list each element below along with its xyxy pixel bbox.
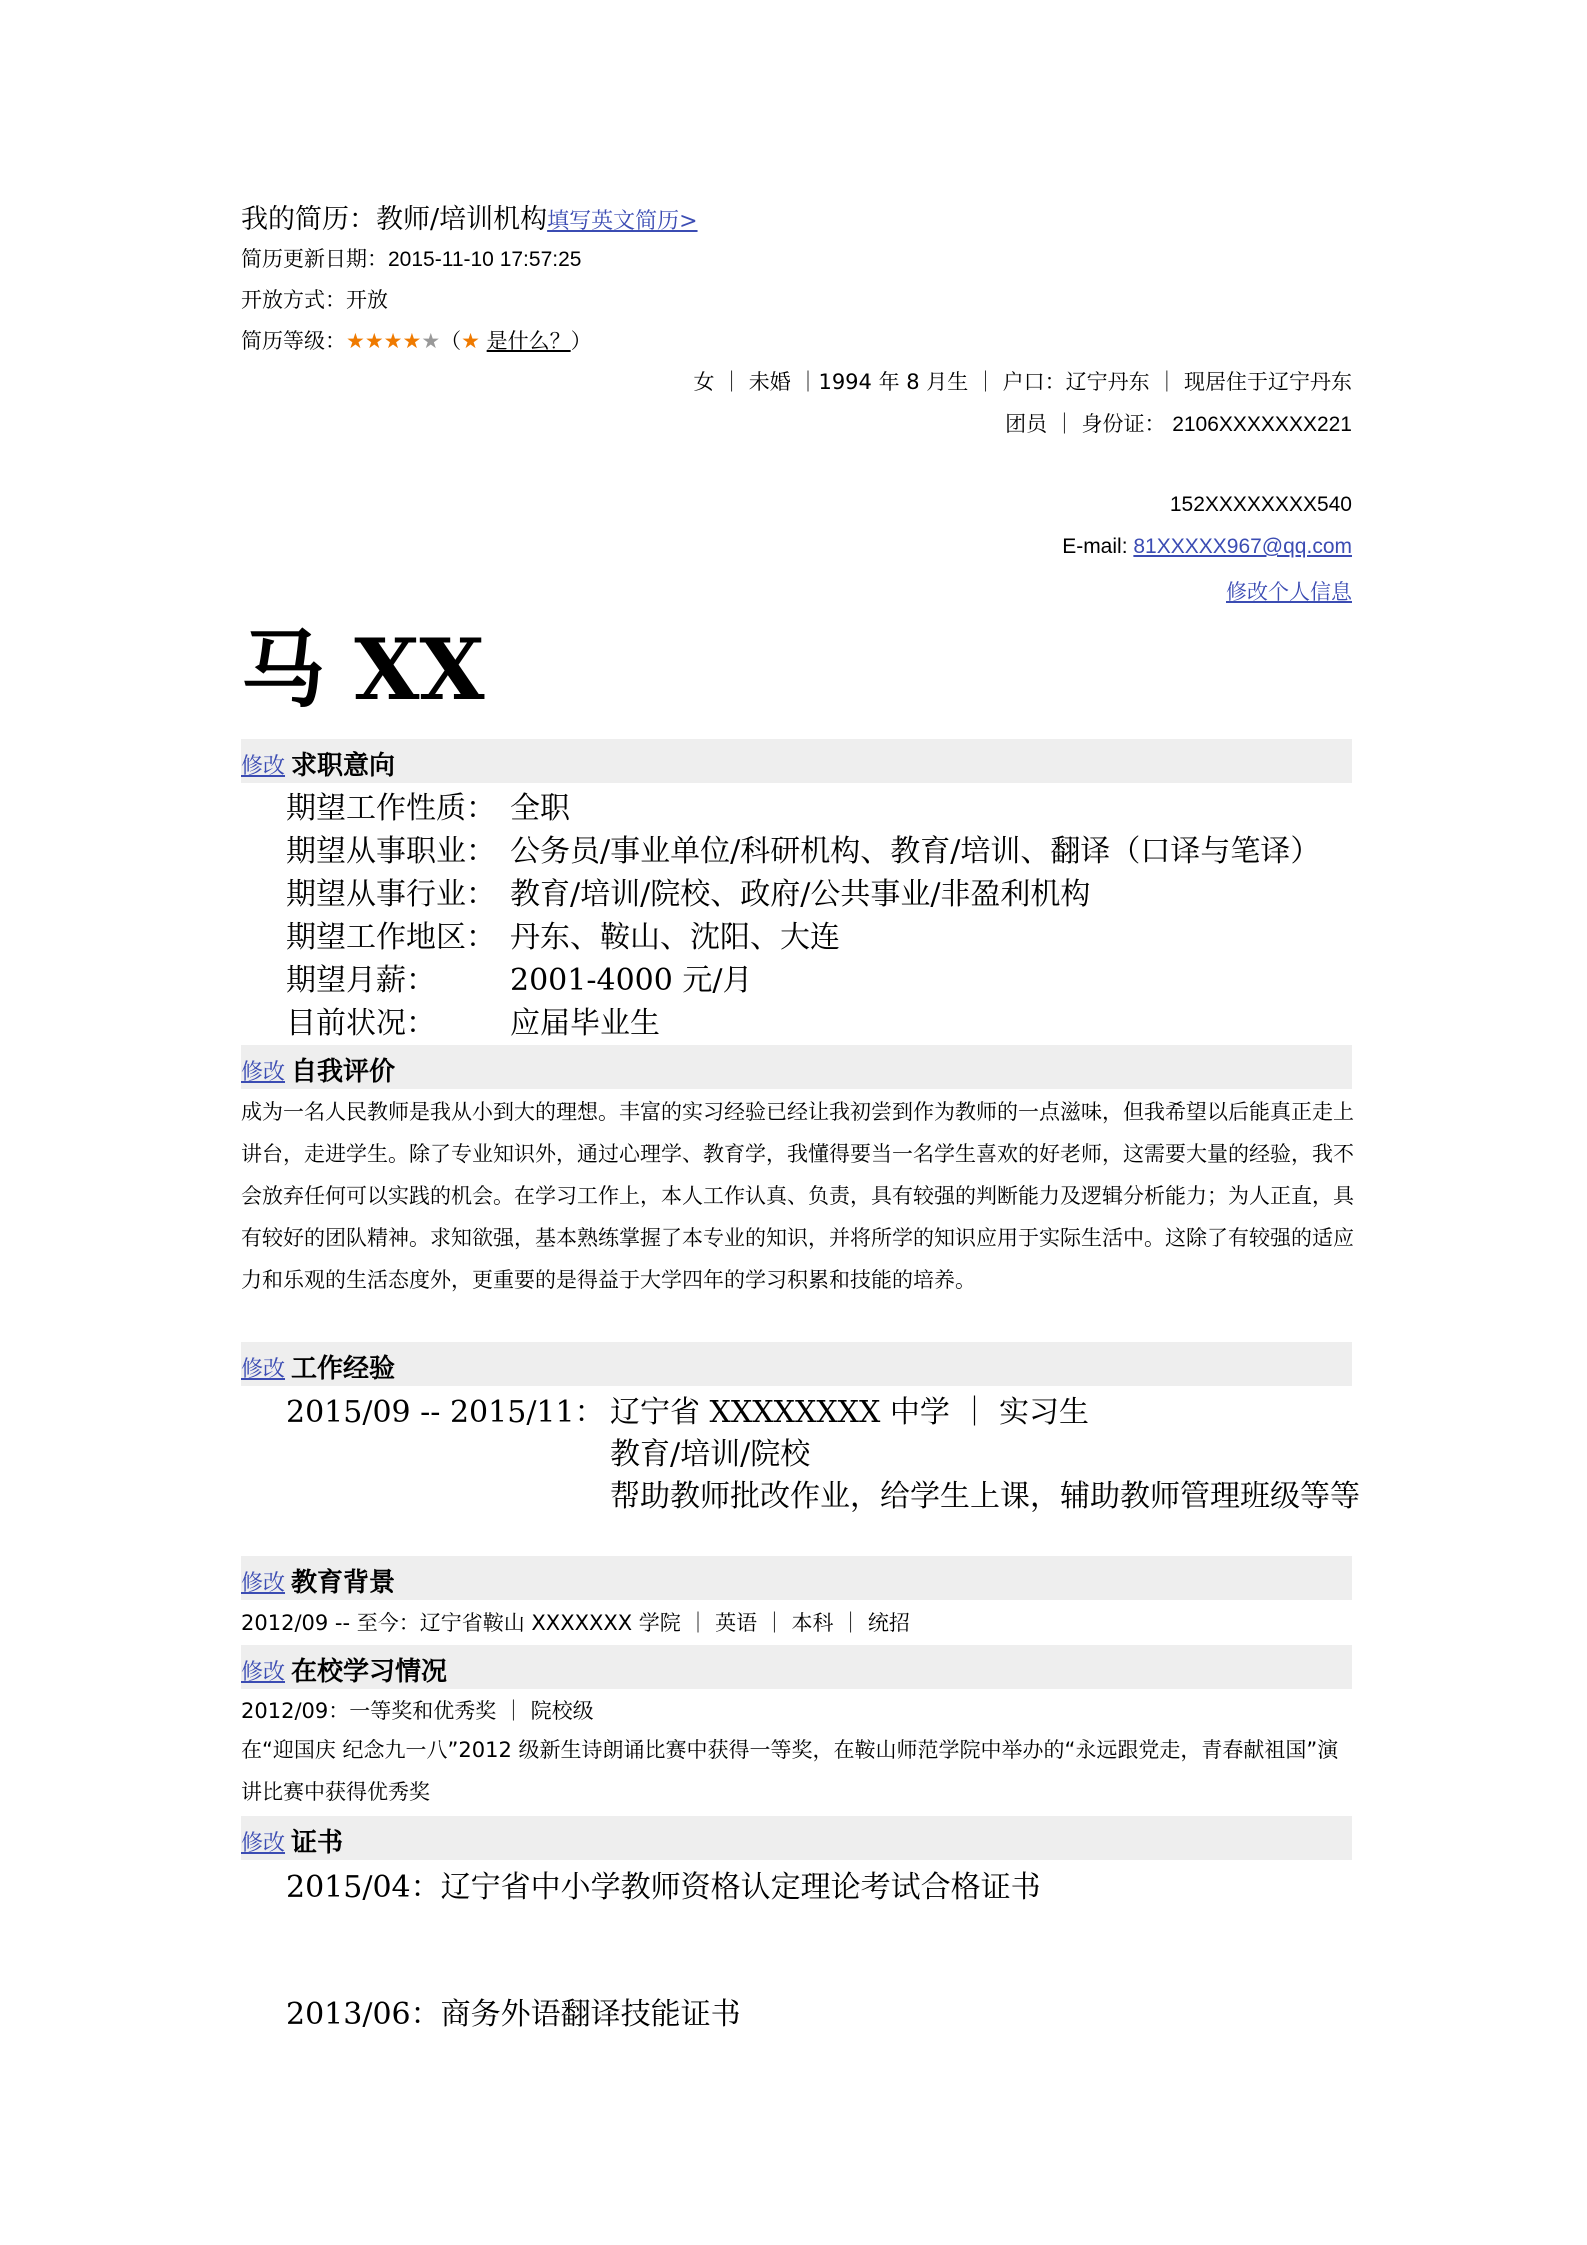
intent-label: 目前状况： xyxy=(286,1006,436,1041)
email-label: E-mail: xyxy=(1062,535,1134,558)
intent-value: 公务员/事业单位/科研机构、教育/培训、翻译（口译与笔译） xyxy=(510,834,1321,869)
section-header-school xyxy=(241,1645,1352,1689)
open-label: 开放方式： xyxy=(241,288,346,312)
school-heading: 在校学习情况 xyxy=(291,1657,448,1687)
edit-personal-info-wrap xyxy=(1226,576,1352,606)
section-header-cert xyxy=(241,1816,1352,1860)
resume-title-text: 我的简历：教师/培训机构 xyxy=(241,204,548,235)
intent-label: 期望月薪： xyxy=(286,963,436,998)
intent-label: 期望从事行业： xyxy=(286,877,496,912)
cert-item: 2015/04：辽宁省中小学教师资格认定理论考试合格证书 xyxy=(286,1870,1041,1905)
work-period: 2015/09 -- 2015/11： xyxy=(286,1395,605,1430)
grade-paren-close: ） xyxy=(570,329,592,353)
section-header-work xyxy=(241,1342,1352,1386)
intent-row xyxy=(286,955,752,999)
open-value: 开放 xyxy=(346,288,388,312)
intent-row xyxy=(286,869,1090,913)
email-link[interactable]: 81XXXXX967@qq.com xyxy=(1133,535,1352,558)
intent-value: 应届毕业生 xyxy=(510,1006,660,1041)
profile-basic-info: 女 ｜ 未婚 ｜1994 年 8 月生 ｜ 户口：辽宁丹东 ｜ 现居住于辽宁丹东 xyxy=(693,370,1352,394)
cert-heading: 证书 xyxy=(291,1828,344,1858)
intent-row xyxy=(286,998,660,1042)
grade-hint-star-icon: ★ xyxy=(461,329,480,353)
intent-value: 丹东、鞍山、沈阳、大连 xyxy=(510,920,840,955)
work-company: 辽宁省 XXXXXXXX 中学 ｜ 实习生 xyxy=(610,1395,1090,1430)
edit-self-link[interactable]: 修改 xyxy=(241,1060,286,1085)
resume-grade xyxy=(241,325,592,355)
what-is-grade-link[interactable]: 是什么？ xyxy=(486,329,571,353)
intent-label: 期望工作性质： xyxy=(286,791,496,826)
school-award-detail: 在“迎国庆 纪念九一八”2012 级新生诗朗诵比赛中获得一等奖，在鞍山师范学院中举办的“永远跟党走，青春献祖国”演讲比赛中获得优秀奖 xyxy=(241,1738,1339,1804)
edit-personal-info-link[interactable]: 修改个人信息 xyxy=(1226,580,1352,604)
edit-school-link[interactable]: 修改 xyxy=(241,1660,286,1685)
english-resume-link[interactable]: 填写英文简历> xyxy=(547,209,698,234)
email-line xyxy=(1062,535,1352,559)
work-description: 帮助教师批改作业，给学生上课，辅助教师管理班级等等 xyxy=(610,1479,1360,1514)
school-award-line: 2012/09：一等奖和优秀奖 ｜ 院校级 xyxy=(241,1699,594,1723)
intent-label: 期望工作地区： xyxy=(286,920,496,955)
id-number: 2106XXXXXXX221 xyxy=(1172,413,1352,436)
section-header-self xyxy=(241,1045,1352,1089)
update-date xyxy=(241,243,581,273)
edit-intent-link[interactable]: 修改 xyxy=(241,754,286,779)
edit-work-link[interactable]: 修改 xyxy=(241,1357,286,1382)
grade-stars-filled-icon: ★★★★ xyxy=(346,329,422,353)
intent-label: 期望从事职业： xyxy=(286,834,496,869)
self-evaluation-text: 成为一名人民教师是我从小到大的理想。丰富的实习经验已经让我初尝到作为教师的一点滋味，但我希望以后能真正走上讲台，走进学生。除了专业知识外，通过心理学、教育学，我懂得要当一名学生喜欢的好老师，这需要大量的经验，我不会放弃任何可以实践的机会。在学习工作上，本人工作认真、负责，具有较强的判断能力及逻辑分析能力；为人正直，具有较好的团队精神。求知欲强，基本熟练掌握了本专业的知识，并将所学的知识应用于实际生活中。这除了有较强的适应力和乐观的生活态度外，更重要的是得益于大学四年的学习积累和技能的培养。 xyxy=(241,1100,1354,1292)
edu-heading: 教育背景 xyxy=(291,1568,396,1598)
grade-paren-open: （ xyxy=(440,329,462,353)
self-heading: 自我评价 xyxy=(291,1057,396,1087)
phone-number: 152XXXXXXXX540 xyxy=(1169,493,1352,516)
grade-star-empty-icon: ★ xyxy=(421,329,441,353)
intent-row xyxy=(286,912,840,956)
section-header-edu xyxy=(241,1556,1352,1600)
update-label: 简历更新日期： xyxy=(241,247,388,271)
intent-value: 全职 xyxy=(510,791,570,826)
work-industry: 教育/培训/院校 xyxy=(610,1437,811,1472)
intent-value: 教育/培训/院校、政府/公共事业/非盈利机构 xyxy=(510,877,1091,912)
profile-id-line xyxy=(1005,408,1352,438)
update-value: 2015-11-10 17:57:25 xyxy=(388,248,582,271)
edit-cert-link[interactable]: 修改 xyxy=(241,1831,286,1856)
edu-line: 2012/09 -- 至今：辽宁省鞍山 XXXXXXX 学院 ｜ 英语 ｜ 本科 ｜ 统招 xyxy=(241,1611,910,1635)
cert-item: 2013/06：商务外语翻译技能证书 xyxy=(286,1997,741,2032)
edit-edu-link[interactable]: 修改 xyxy=(241,1571,286,1596)
profile-id-label: 团员 ｜ 身份证： xyxy=(1005,412,1166,436)
grade-label: 简历等级： xyxy=(241,329,346,353)
intent-value: 2001-4000 元/月 xyxy=(510,963,753,998)
intent-row xyxy=(286,826,1320,870)
resume-title xyxy=(241,197,698,236)
intent-heading: 求职意向 xyxy=(291,751,396,781)
candidate-name: 马 XX xyxy=(241,620,485,719)
section-header-intent xyxy=(241,739,1352,783)
intent-row xyxy=(286,783,570,827)
open-mode xyxy=(241,284,388,314)
work-heading: 工作经验 xyxy=(291,1354,396,1384)
